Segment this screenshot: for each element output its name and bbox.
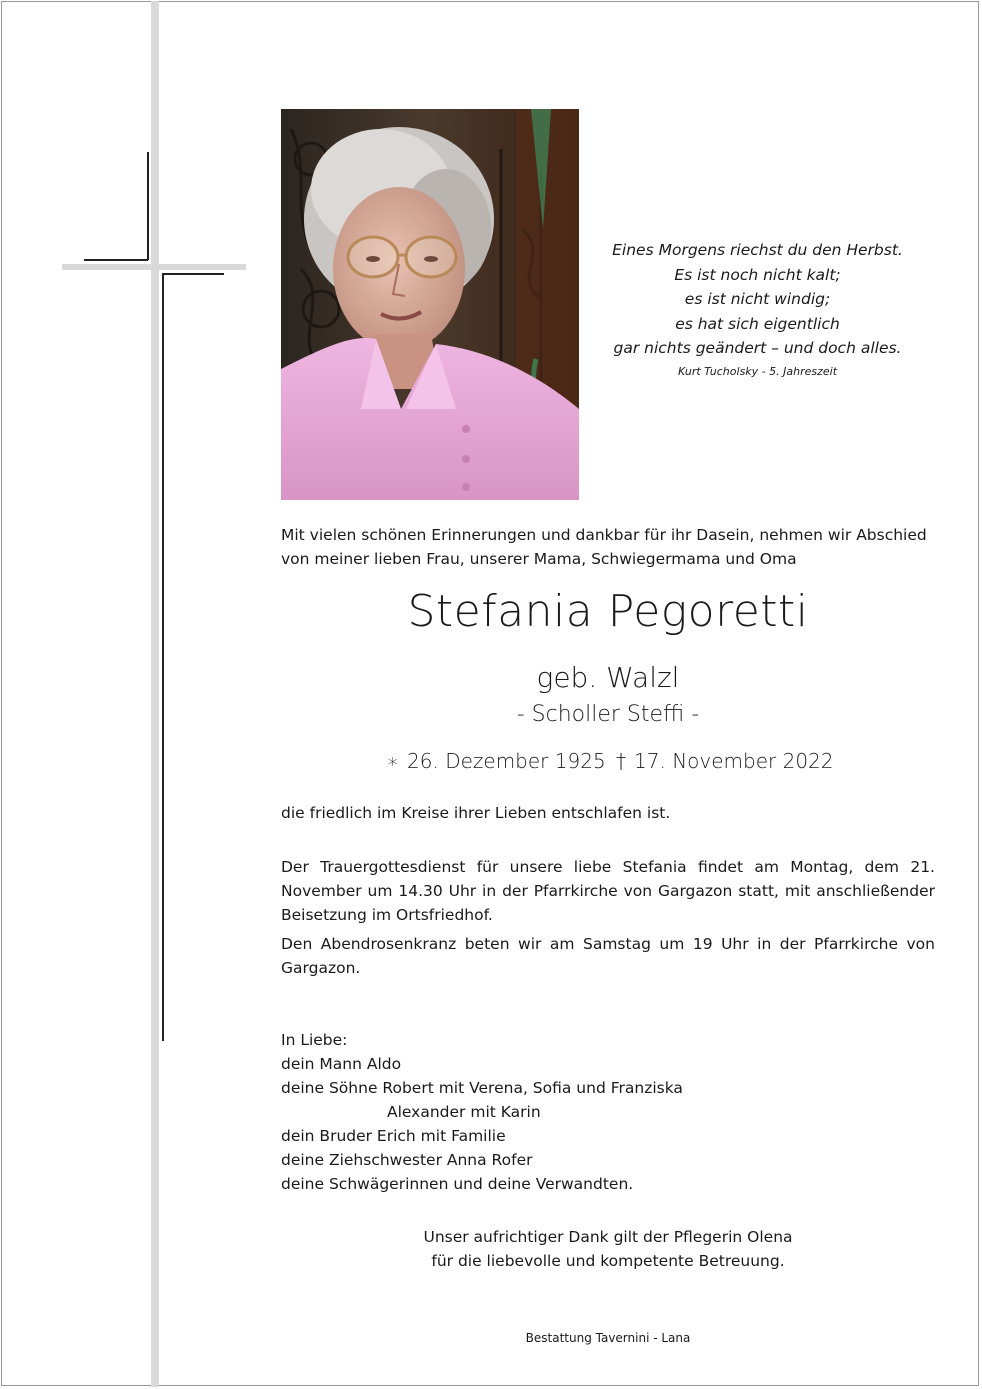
nickname: - Scholler Steffi - (516, 702, 700, 727)
cross-line-lower (162, 273, 164, 1041)
thanks-line: für die liebevolle und kompetente Betreuung. (431, 1252, 785, 1270)
service-info (281, 855, 935, 985)
poem-quote (590, 238, 925, 382)
quote-line: Es ist noch nicht kalt; (674, 265, 841, 284)
family-member: deine Schwägerinnen und deine Verwandten. (281, 1175, 634, 1193)
family-member: dein Bruder Erich mit Familie (281, 1127, 506, 1145)
intro-line: Mit vielen schönen Erinnerungen und dankbar für ihr Dasein, nehmen wir Abschied (281, 526, 927, 544)
rosary-paragraph: Den Abendrosenkranz beten wir am Samstag um 19 Uhr in der Pfarrkirche von Gargazon. (281, 935, 935, 977)
peaceful-text: die friedlich im Kreise ihrer Lieben entschlafen ist. (281, 804, 671, 822)
undertaker-name: Bestattung Tavernini - Lana (525, 1331, 691, 1345)
quote-author: Kurt Tucholsky - 5. Jahreszeit (677, 364, 838, 378)
intro-line: von meiner lieben Frau, unserer Mama, Schwiegermama und Oma (281, 550, 797, 568)
family-member: deine Söhne Robert mit Verena, Sofia und Franziska (281, 1079, 683, 1097)
cross-vertical-bar (151, 1, 159, 1387)
family-heading: In Liebe: (281, 1031, 348, 1049)
cross-line-right (162, 273, 224, 275)
birth-icon: ∗ (386, 749, 400, 773)
quote-line: es ist nicht windig; (684, 290, 831, 308)
portrait-photo (281, 109, 579, 500)
family-member: dein Mann Aldo (281, 1055, 402, 1073)
deceased-name: Stefania Pegoretti (407, 586, 809, 637)
family-member: Alexander mit Karin (387, 1103, 541, 1121)
intro-text (281, 523, 941, 571)
funeral-service-paragraph: Der Trauergottesdienst für unsere liebe Stefania findet am Montag, dem 21. November um 14.30 Uhr in der Pfarrkirche von Gargazon statt, mit anschließender Beisetzung im Ortsfriedhof. (281, 858, 935, 924)
maiden-name: geb. Walzl (536, 661, 680, 694)
family-list (281, 1028, 935, 1196)
life-dates (281, 746, 935, 776)
cross-line-left (84, 259, 148, 261)
family-member: deine Ziehschwester Anna Rofer (281, 1151, 533, 1169)
death-cross-icon: † (616, 749, 627, 773)
death-date: 17. November 2022 (634, 749, 834, 773)
thanks-line: Unser aufrichtiger Dank gilt der Pflegerin Olena (423, 1228, 793, 1246)
thanks-text (281, 1225, 935, 1273)
quote-line: es hat sich eigentlich (675, 314, 840, 333)
quote-line: gar nichts geändert – und doch alles. (613, 339, 902, 357)
quote-line: Eines Morgens riechst du den Herbst. (612, 241, 903, 259)
birth-date: 26. Dezember 1925 (407, 749, 606, 773)
cross-line-upper (147, 152, 149, 260)
cross-horizontal-bar (62, 264, 246, 270)
